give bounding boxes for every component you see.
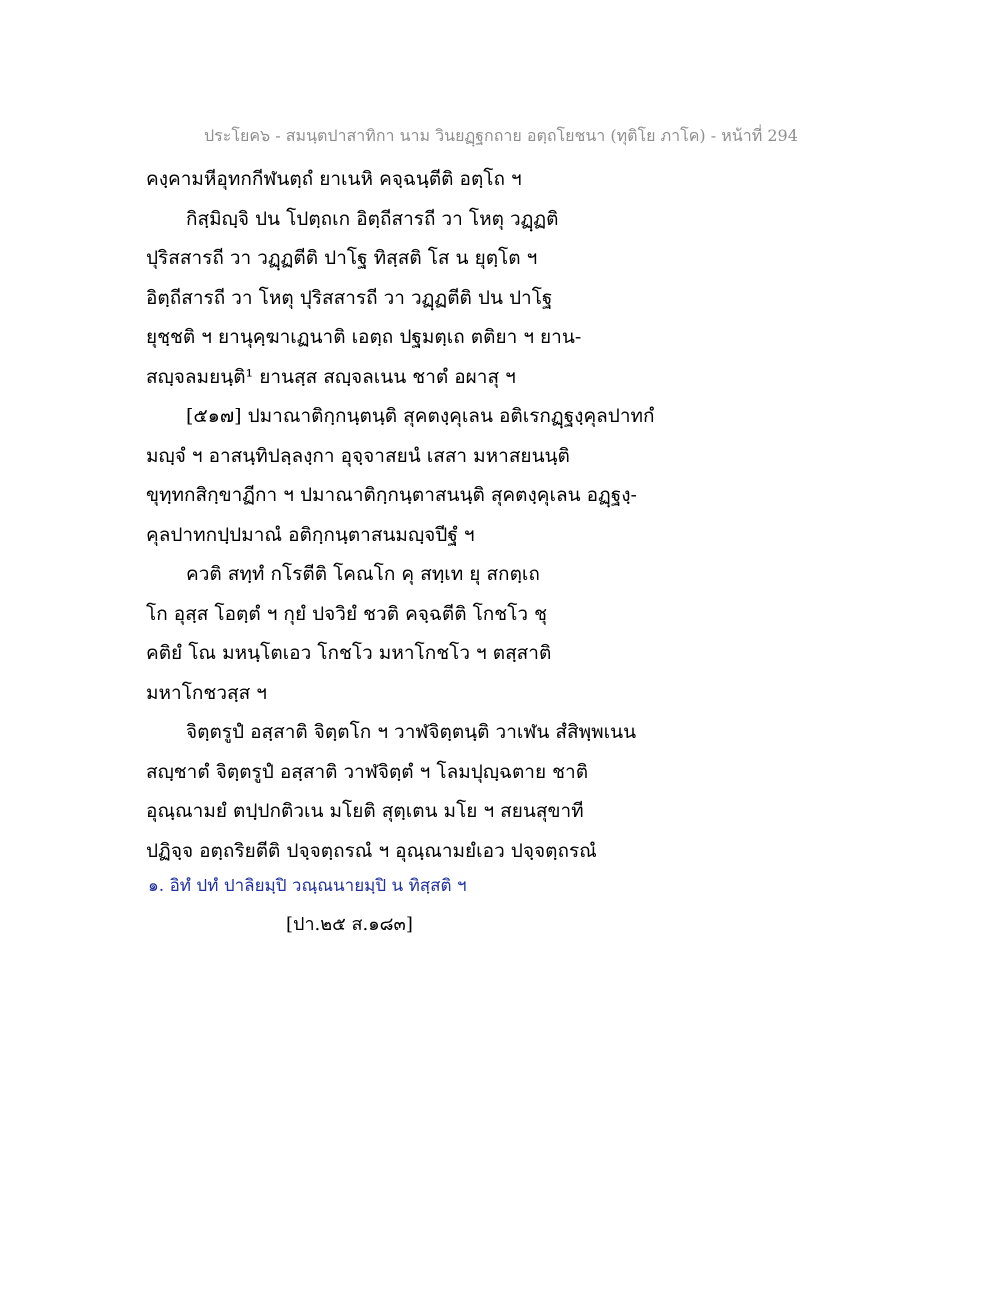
footnote: ๑. อิทํ ปทํ ปาลิยมฺปิ วณฺณนายมฺปิ น ทิสฺสติ ฯ <box>148 876 467 896</box>
text-line-15: จิตฺตรูปํ อสฺสาติ จิตฺตโก ฯ วาฬจิตฺตนฺติ วาเฬน สํสิพฺพเนน <box>186 721 637 743</box>
text-line-16: สญฺชาตํ จิตฺตรูปํ อสฺสาติ วาฬจิตฺตํ ฯ โลมปุญฺฉตาย ชาติ <box>146 760 589 783</box>
text-line-14: มหาโกชวสฺส ฯ <box>146 681 267 704</box>
text-line-4: อิตฺถีสารถี วา โหตุ ปุริสสารถี วา วฏฺฏตีติ ปน ปาโฐ <box>146 286 553 309</box>
body-text <box>146 160 846 871</box>
page-reference: [ปา.๒๕ ส.๑๘๓] <box>286 914 413 935</box>
text-line-1: คงฺคามหีอุทกกีฬนตฺถํ ยาเนหิ คจฺฉนฺตีติ อตฺโถ ฯ <box>146 168 522 190</box>
text-line-13: คติยํ โณ มหนฺโตเอว โกชโว มหาโกชโว ฯ ตสฺสาติ <box>146 642 552 664</box>
text-line-2: กิสฺมิญฺจิ ปน โปตฺถเก อิตฺถีสารถี วา โหตุ วฏฺฏติ <box>186 207 559 230</box>
text-line-10: คุลปาทกปฺปมาณํ อติกฺกนฺตาสนมญฺจปีฐํ ฯ <box>146 523 475 546</box>
page-header: ประโยค๖ - สมนฺตปาสาทิกา นาม วินยฏฺฐกถาย อตฺถโยชนา (ทุติโย ภาโค) - หน้าที่ 294 <box>204 126 798 145</box>
text-line-6: สญฺจลมยนฺติ¹ ยานสฺส สญฺจลเนน ชาตํ อผาสุ ฯ <box>146 365 516 388</box>
text-line-18: ปฏิจฺจ อตฺถริยตีติ ปจฺจตฺถรณํ ฯ อุณฺณามยํเอว ปจฺจตฺถรณํ <box>146 839 597 862</box>
text-line-3: ปุริสสารถี วา วฏฺฏตีติ ปาโฐ ทิสฺสติ โส น ยุตฺโต ฯ <box>146 247 538 269</box>
text-line-5: ยุชฺชติ ฯ ยานุคฺฆาเฏนาติ เอตฺถ ปฐมตฺเถ ตติยา ฯ ยาน- <box>146 326 582 348</box>
text-line-8: มญฺจํ ฯ อาสนฺทิปลฺลงฺกา อุจฺจาสยนํ เสสา มหาสยนนฺติ <box>146 444 570 467</box>
text-line-17: อุณฺณามยํ ตปฺปกติวเน มโยติ สุตฺเตน มโย ฯ สยนสุขาที <box>146 800 584 822</box>
text-line-9: ขุทฺทกสิกฺขาฏีกา ฯ ปมาณาติกฺกนฺตาสนนฺติ สุคตงฺคุเลน อฏฺฐงฺ- <box>146 484 637 506</box>
text-line-11: ควติ สทฺทํ กโรตีติ โคณโก คุ สทฺเท ยุ สกตฺเถ <box>186 563 540 585</box>
text-line-12: โก อุสฺส โอตฺตํ ฯ กุยํ ปจวิยํ ชวติ คจฺฉตีติ โกชโว ชุ <box>146 602 548 625</box>
text-line-7: [๕๑๗] ปมาณาติกฺกนฺตนฺติ สุคตงฺคุเลน อติเรกฏฺฐงฺคุลปาทกํ <box>186 405 655 427</box>
